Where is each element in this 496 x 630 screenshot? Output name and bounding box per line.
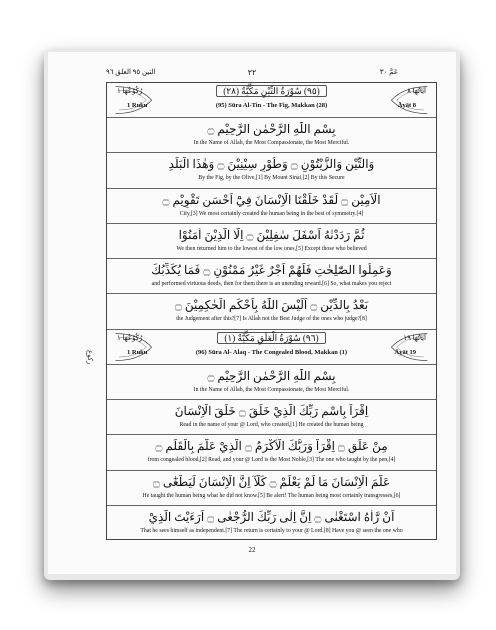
verse-translation: He taught the human being what he did not know.[5] Be alert! The human being most certainly transgresses,[6] — [142, 492, 401, 499]
surah-title-en-row — [127, 349, 416, 361]
surah-title-ar: (٩٦) سُوْرَةُ الْعَلَقِ مَكِّيَّةٌ (١) — [177, 333, 366, 344]
verse-row — [107, 153, 436, 188]
verse-arabic: بِسْمِ اللّٰهِ الرَّحْمٰنِ الرَّحِيْمِ ۝ — [207, 368, 336, 383]
verse-row — [107, 400, 436, 435]
verse-translation: By the Fig, by the Olive,[1] By Mount Sinai,[2] By this Secure — [198, 175, 345, 182]
ayat-count-ar: آيَاتُهَا ٨ — [407, 87, 426, 95]
verse-translation: from congealed blood,[2] Read, and your @ Lord is the Most Noble,[3] The one who taught by the pen,[4] — [147, 457, 396, 464]
verse-arabic: بَعْدُ بِالدِّيْنِ ۝ اَلَيْسَ اللّٰهُ بِاَحْكَمِ الْحٰكِمِيْنَ ۝ — [174, 298, 369, 313]
ruku-label: 1 Ruku — [127, 102, 148, 109]
verse-row — [107, 365, 436, 400]
verse-row — [107, 294, 436, 329]
verse-arabic: وَالتِّيْنِ وَالزَّيْتُوْنِ ۝ وَطُوْرِ سِيْنِيْنَ ۝ وَهٰذَا الْبَلَدِ — [168, 157, 375, 172]
verse-translation: and performed virtuous deeds, then for them there is an unending reward.[6] So, what makes you reject — [151, 281, 392, 288]
surah-title-en-row — [127, 102, 416, 114]
surah-title-ar: (٩٥) سُوْرَةُ التِّيْنِ مَكِّيَّةٌ (٢٨) — [177, 86, 366, 97]
verse-translation: In the Name of Allah, the Most Compassionate, the Most Merciful. — [193, 386, 350, 393]
verse-arabic: عَلَّمَ الْاِنْسَانَ مَا لَمْ يَعْلَمْ ۝ كَلَّآ اِنَّ الْاِنْسَانَ لَيَطْغٰٓى ۝ — [152, 474, 391, 489]
verse-row — [107, 224, 436, 259]
verse-arabic: اِقْرَاْ بِاسْمِ رَبِّكَ الَّذِيْ خَلَقَ ۝ خَلَقَ الْاِنْسَانَ — [174, 404, 369, 419]
running-head-page-number: ٢٢ — [247, 68, 257, 77]
surah-header-tin — [107, 83, 436, 118]
verse-arabic: وَعَمِلُوا الصّٰلِحٰتِ فَلَهُمْ اَجْرٌ غَيْرُ مَمْنُوْنٍ ۝ فَمَا يُكَذِّبُكَ — [151, 263, 392, 278]
ruku-count-ar: رُكُوْعُهَا ١ — [117, 87, 143, 95]
text-frame — [106, 82, 437, 540]
book-page — [48, 52, 456, 574]
surah-title-en: (95) Sūra Al-Tin - The Fig, Makkan (28) — [215, 102, 328, 109]
page-number: 22 — [248, 546, 256, 554]
verse-translation: That he sees himself as independent.[7] The return is certainly to your @ Lord.[8] Have you @ seen the one who — [140, 527, 403, 534]
running-head — [106, 68, 398, 80]
running-head-surahs: التين ٩٥ العلق ٩٦ — [106, 68, 156, 76]
verse-row — [107, 259, 436, 294]
ayat-count-ar: آيَاتُهَا ١٩ — [403, 333, 426, 342]
ruku-count-ar: رُكُوْعُهَا ١ — [117, 333, 143, 342]
verse-arabic: ثُمَّ رَدَدْنٰهُ اَسْفَلَ سٰفِلِيْنَ ۝ اِلَّا الَّذِيْنَ اٰمَنُوْا — [178, 227, 365, 242]
verse-translation: We then returned him to the lowest of the low ones,[5] Except those who believed — [176, 245, 367, 252]
verse-arabic: بِسْمِ اللّٰهِ الرَّحْمٰنِ الرَّحِيْمِ ۝ — [207, 122, 336, 137]
ayat-label: Āyāt 19 — [394, 348, 416, 356]
side-ruku-mark: ركوع — [86, 350, 94, 365]
verse-row — [107, 435, 436, 470]
verse-arabic: اَنْ رَّاٰهُ اسْتَغْنٰى ۝ اِنَّ اِلٰى رَبِّكَ الرُّجْعٰى ۝ اَرَءَيْتَ الَّذِيْ — [148, 509, 395, 524]
verse-translation: Read in the name of your @ Lord, who created,[1] He created the human being — [179, 422, 364, 429]
verse-translation: City,[3] We most certainly created the human being in the best of symmetry.[4] — [179, 210, 364, 217]
verse-arabic: مِنْ عَلَقٍ ۝ اِقْرَاْ وَرَبُّكَ الْاَكْرَمُ ۝ الَّذِيْ عَلَّمَ بِالْقَلَمِ ۝ — [155, 439, 388, 454]
verse-row — [107, 506, 436, 541]
verse-row — [107, 189, 436, 224]
verse-translation: the Judgement after this?[7] Is Allah not the Best Judge of the ones who judge?[8] — [176, 316, 367, 323]
running-head-juz: عَمَّ ٣٠ — [379, 68, 398, 76]
verse-translation: In the Name of Allah, the Most Compassionate, the Most Merciful. — [193, 140, 350, 147]
surah-header-alaq — [107, 330, 436, 365]
ayat-label: Āyāt 8 — [397, 102, 416, 109]
surah-title-en: (96) Sūra Al- Alaq - The Congealed Blood, Makkan (1) — [195, 348, 348, 356]
verse-row — [107, 471, 436, 506]
ruku-label: 1 Ruku — [127, 348, 148, 356]
verse-row — [107, 118, 436, 153]
verse-arabic: الْاَمِيْنِ ۝ لَقَدْ خَلَقْنَا الْاِنْسَانَ فِيْٓ اَحْسَنِ تَقْوِيْمٍ ۝ — [162, 192, 381, 207]
